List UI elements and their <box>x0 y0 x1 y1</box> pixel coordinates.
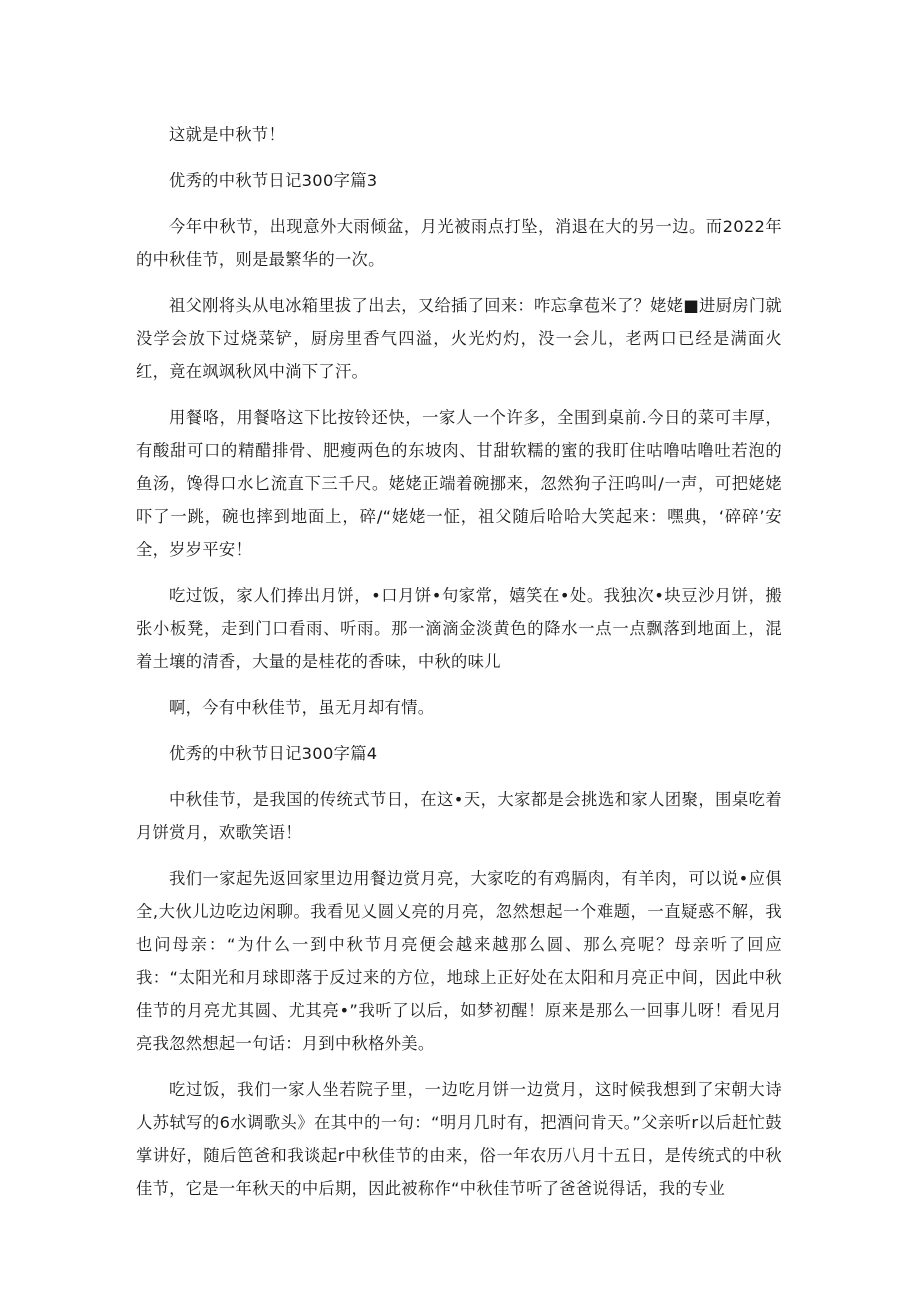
paragraph: 这就是中秋节！ <box>169 125 286 144</box>
paragraph: 中秋佳节，是我国的传统式节日，在这•天，大家都是会挑选和家人团聚，围桌吃着月饼赏月，欢歌笑语！ <box>136 790 782 842</box>
paragraph: 啊，今有中秋佳节，虽无月却有情。 <box>169 698 435 717</box>
paragraph: 吃过饭，家人们捧出月饼，•口月饼•句家常，嬉笑在•处。我独次•块豆沙月饼，搬张小板凳，走到门口看雨、听雨。那一滴滴金淡黄色的降水一点一点飘落到地面上，混着土壤的清香，大量的是桂花的香味，中秋的味儿 <box>136 586 782 671</box>
section-heading: 优秀的中秋节日记300字篇4 <box>169 744 378 763</box>
paragraph: 我们一家起先返回家里边用餐边赏月亮，大家吃的有鸡膈肉，有羊肉，可以说•应俱全,大伙儿边吃边闲聊。我看见乂圆乂亮的月亮，忽然想起一个难题，一直疑惑不解，我也问母亲：“为什么一到中秋节月亮便会越来越那么圆、那么亮呢？母亲听了回应我：“太阳光和月球即落于反过来的方位，地球上正好处在太阳和月亮正中间，因此中秋佳节的月亮尤其圆、尤其亮•”我听了以后，如梦初醒！原来是那么一回事儿呀！看见月亮我忽然想起一句话：月到中秋格外美。 <box>136 869 782 1053</box>
paragraph: 用餐咯，用餐咯这下比按铃还快，一家人一个许多，全围到桌前.今日的菜可丰厚，有酸甜可口的精醋排骨、肥瘦两色的东坡肉、甘甜软糯的蜜的我盯住咕噜咕噜吐若泡的鱼汤，馋得口水匕流直下三千尺。姥姥正端着碗挪来，忽然狗子汪呜叫/一声，可把姥姥吓了一跳，碗也摔到地面上，碎/“姥姥一怔，祖父随后哈哈大笑起来：嘿典，‘碎碎’安全，岁岁平安！ <box>136 408 782 559</box>
paragraph: 今年中秋节，出现意外大雨倾盆，月光被雨点打坠，消退在大的另一边。而2022年的中秋佳节，则是最繁华的一次。 <box>136 217 782 269</box>
section-heading: 优秀的中秋节日记300字篇3 <box>169 171 378 190</box>
paragraph: 祖父刚将头从电冰箱里拔了出去，又给插了回来：咋忘拿苞米了？姥姥■进厨房门就没学会放下过烧菜铲，厨房里香气四溢，火光灼灼，没一会儿，老两口已经是满面火红，竟在飒飒秋风中淌下了汗。 <box>136 296 782 381</box>
paragraph: 吃过饭，我们一家人坐若院子里，一边吃月饼一边赏月，这时候我想到了宋朝大诗人苏轼写的6水调歌头》在其中的一句：“明月几时有，把酒问肯天。”父亲听r以后赶忙鼓掌讲好，随后笆爸和我谈起r中秋佳节的由来，俗一年农历八月十五日，是传统式的中秋佳节，它是一年秋天的中后期，因此被称作“中秋佳节听了爸爸说得话，我的专业 <box>136 1080 782 1198</box>
document-body <box>136 118 782 1218</box>
